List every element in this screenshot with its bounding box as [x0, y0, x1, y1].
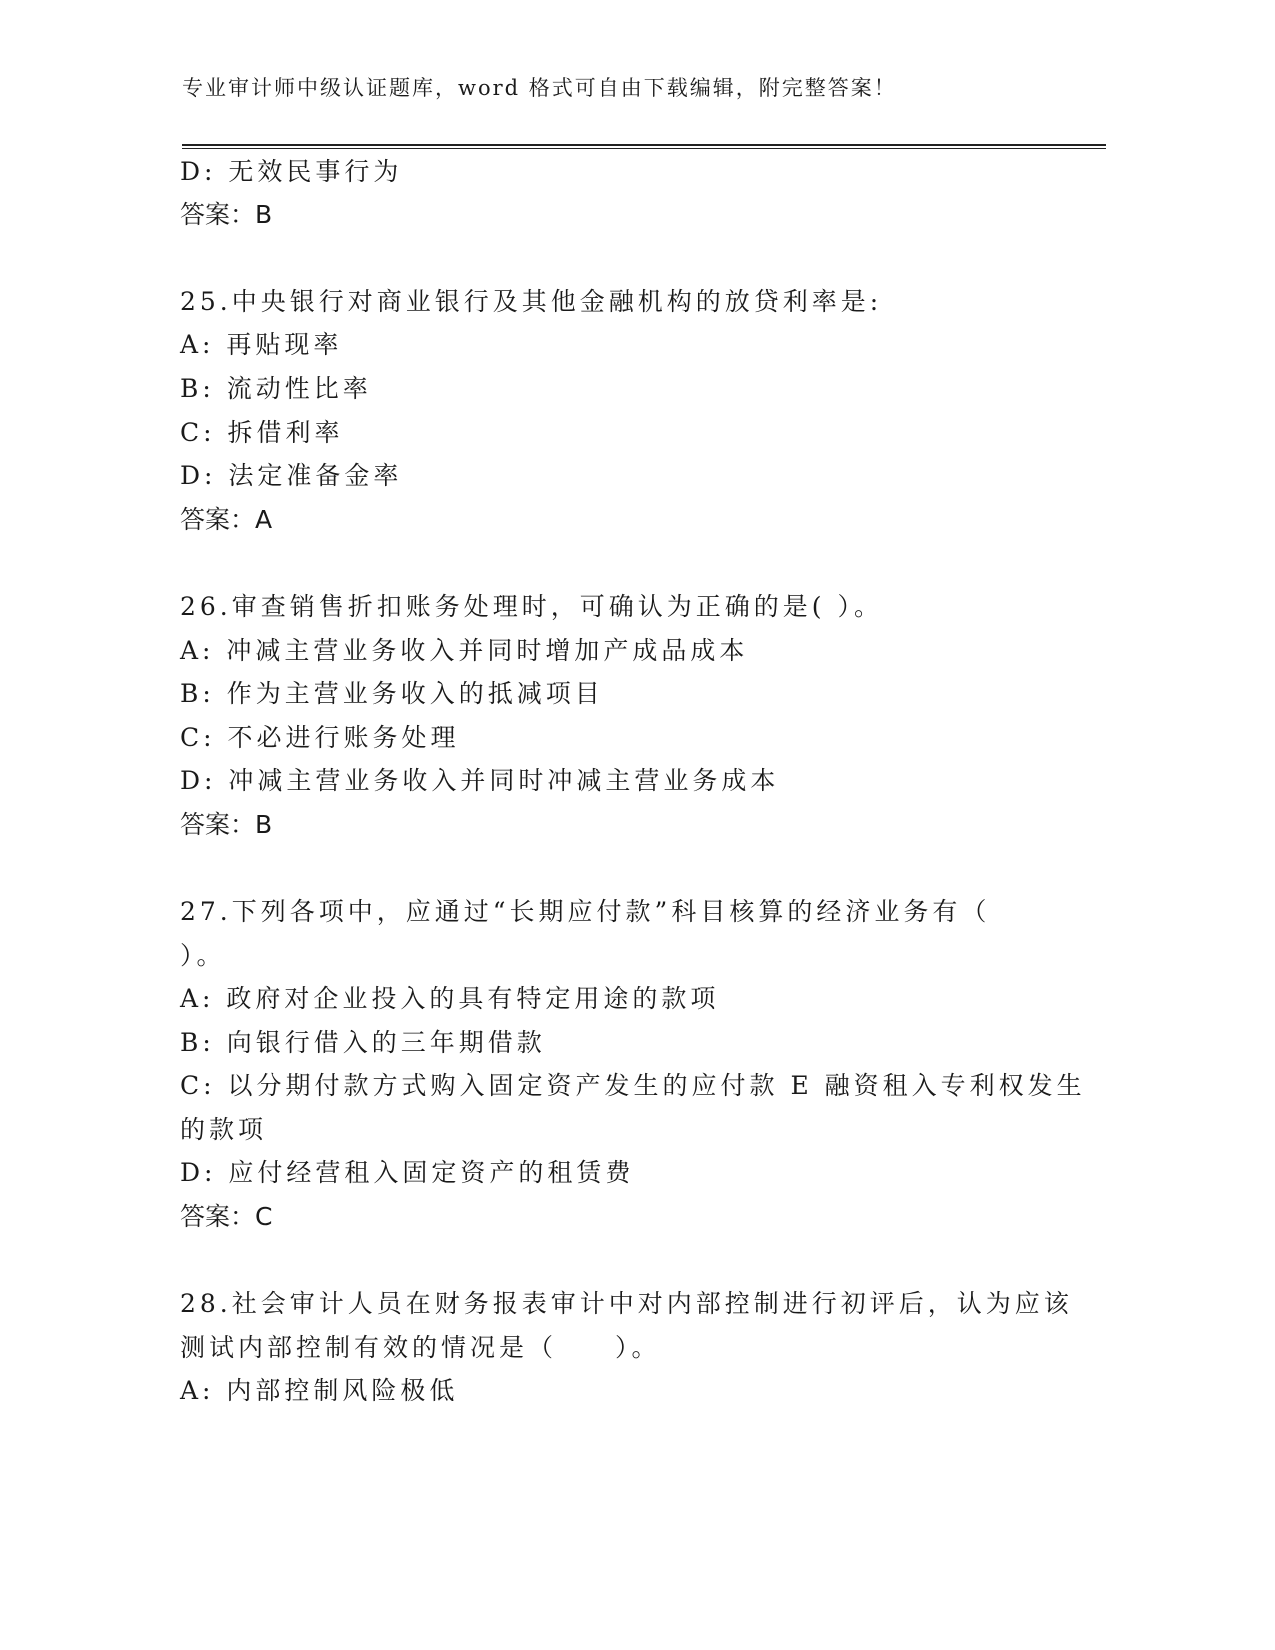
page-header: 专业审计师中级认证题库，word 格式可自由下载编辑，附完整答案！ [182, 76, 897, 100]
q25-option-a: A: 再贴现率 [180, 330, 343, 359]
header-divider [182, 144, 1106, 149]
q28-option-a: A: 内部控制风险极低 [180, 1376, 459, 1405]
q27-answer: 答案：C [180, 1202, 273, 1231]
q25-stem: 25.中央银行对商业银行及其他金融机构的放贷利率是: [180, 287, 883, 316]
prev-answer: 答案：B [180, 200, 273, 229]
q26-option-c: C: 不必进行账务处理 [180, 723, 460, 752]
q27-stem-line1: 27.下列各项中，应通过“长期应付款”科目核算的经济业务有（ [180, 897, 991, 926]
q26-stem: 26.审查销售折扣账务处理时，可确认为正确的是( ）。 [180, 592, 883, 621]
q25-answer: 答案：A [180, 505, 273, 534]
prev-option-d: D: 无效民事行为 [180, 157, 403, 186]
q27-stem-line2: ）。 [180, 941, 226, 970]
q28-stem-line2: 测试内部控制有效的情况是（ ）。 [180, 1333, 661, 1362]
q27-option-c-line2: 的款项 [180, 1115, 268, 1144]
q26-option-a: A: 冲减主营业务收入并同时增加产成品成本 [180, 636, 749, 665]
q25-option-b: B: 流动性比率 [180, 374, 372, 403]
q27-option-b: B: 向银行借入的三年期借款 [180, 1028, 546, 1057]
q27-option-d: D: 应付经营租入固定资产的租赁费 [180, 1158, 635, 1187]
q26-option-d: D: 冲减主营业务收入并同时冲减主营业务成本 [180, 766, 780, 795]
q25-option-c: C: 拆借利率 [180, 418, 344, 447]
q27-option-a: A: 政府对企业投入的具有特定用途的款项 [180, 984, 720, 1013]
q28-stem-line1: 28.社会审计人员在财务报表审计中对内部控制进行初评后，认为应该 [180, 1289, 1073, 1318]
q27-option-c-line1: C: 以分期付款方式购入固定资产发生的应付款 E 融资租入专利权发生 [180, 1071, 1086, 1100]
q26-option-b: B: 作为主营业务收入的抵减项目 [180, 679, 604, 708]
q25-option-d: D: 法定准备金率 [180, 461, 403, 490]
q26-answer: 答案：B [180, 810, 273, 839]
